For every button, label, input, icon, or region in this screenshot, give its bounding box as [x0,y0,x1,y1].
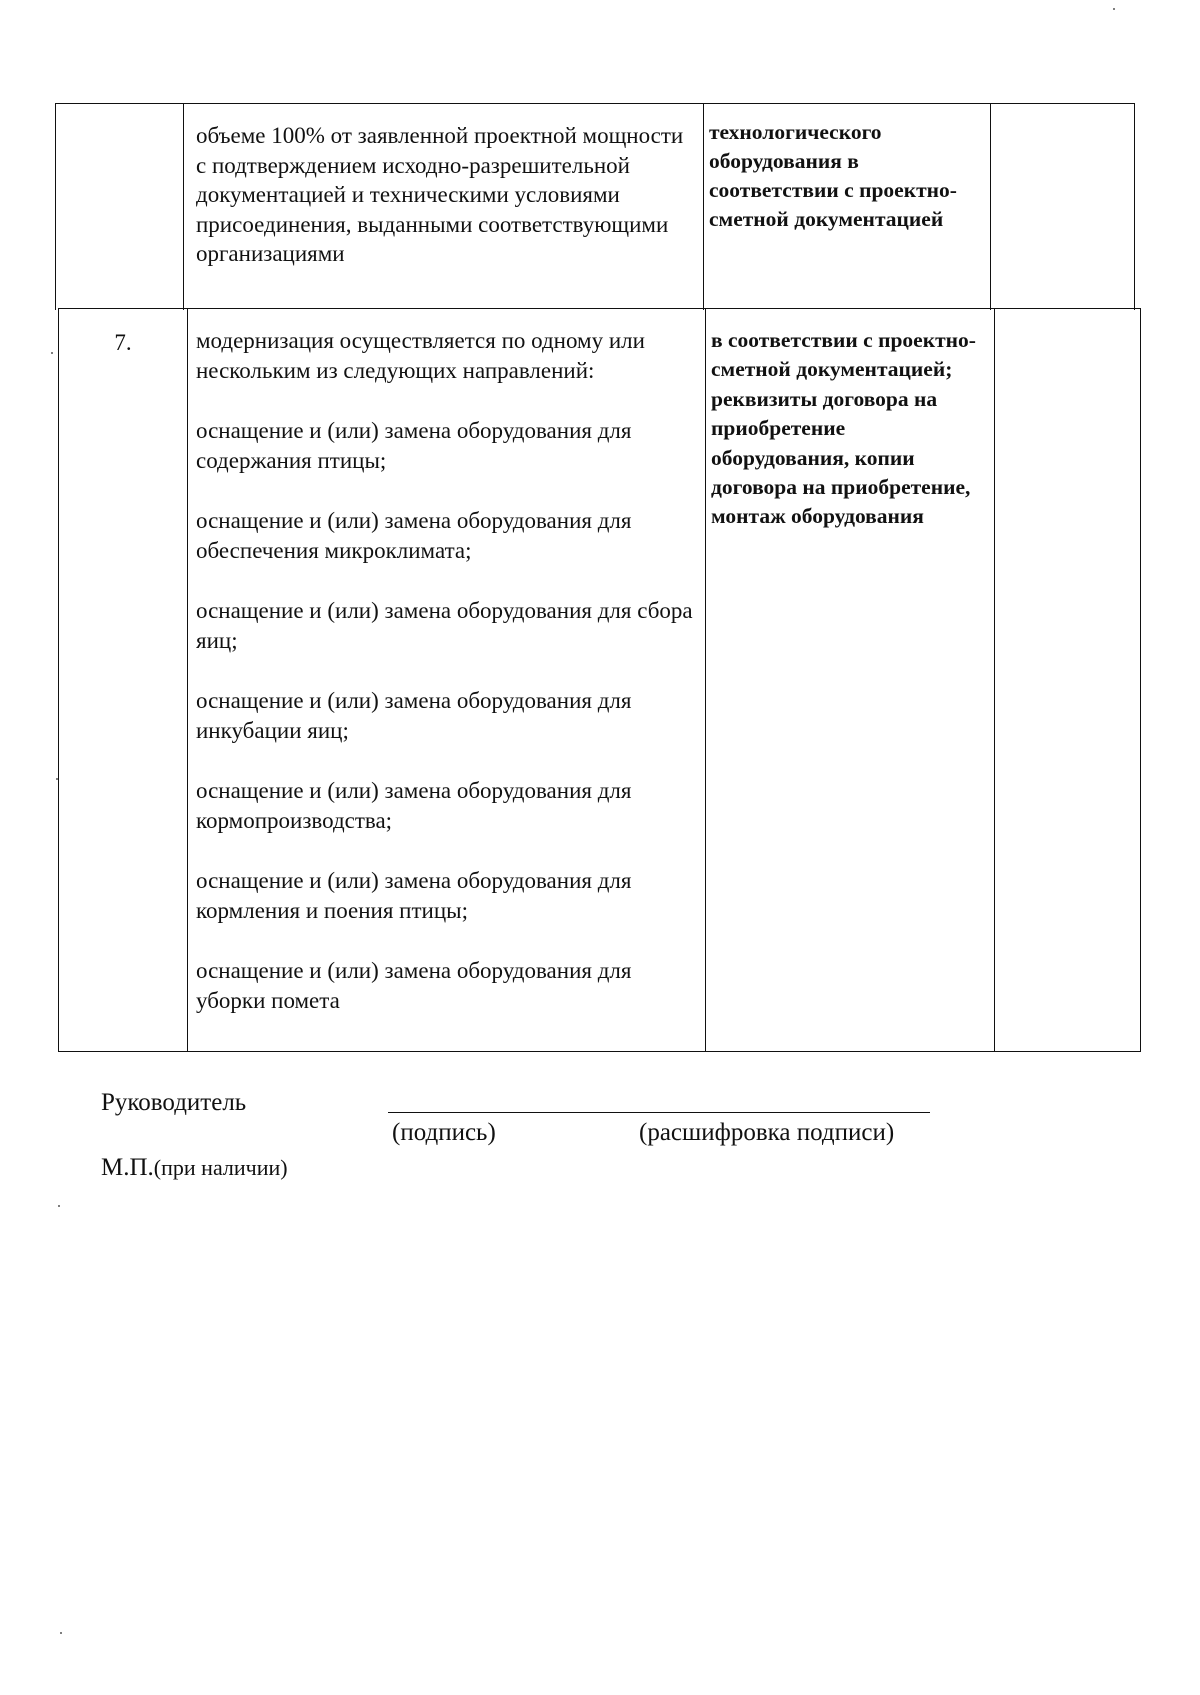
row-number-cell [56,104,183,310]
requirement-cell: объеме 100% от заявленной проектной мощности с подтверждением исходно-разрешительной документацией и техническими условиями присоединения, выданными соответствующими организациями [183,104,703,310]
row-number-cell: 7. [114,330,132,355]
direction-item: оснащение и (или) замена оборудования для содержания птицы; [196,418,632,473]
scan-speck [1113,8,1115,10]
table-row [55,103,1135,310]
scan-speck [60,1632,62,1634]
stamp-note: (при наличии) [153,1155,288,1180]
requirement-intro: модернизация осуществляется по одному или нескольким из следующих направлений: [196,328,645,383]
direction-item: оснащение и (или) замена оборудования для сбора яиц; [196,598,693,653]
scan-speck [56,778,58,780]
documents-cell: технологического оборудования в соответствии с проектно-сметной документацией [703,104,990,310]
direction-item: оснащение и (или) замена оборудования для кормления и поения птицы; [196,868,632,923]
signature-decode-caption: (расшифровка подписи) [639,1119,895,1146]
direction-item: оснащение и (или) замена оборудования для инкубации яиц; [196,688,632,743]
direction-item: оснащение и (или) замена оборудования для обеспечения микроклимата; [196,508,632,563]
stamp-label [101,1153,288,1183]
direction-item: оснащение и (или) замена оборудования для кормопроизводства; [196,778,632,833]
table-row [58,308,1141,1052]
requirement-cell [187,309,705,1051]
signature-line [388,1112,930,1113]
note-cell [994,309,1142,1051]
note-cell [990,104,1136,310]
direction-item: оснащение и (или) замена оборудования для уборки помета [196,958,632,1013]
head-label: Руководитель [101,1089,247,1116]
stamp-abbrev: М.П. [101,1154,154,1181]
scan-speck [51,352,53,354]
scan-speck [58,1205,60,1207]
documents-cell: в соответствии с проектно-сметной документацией; реквизиты договора на приобретение оборудования, копии договора на приобретение, монтаж оборудования [705,309,994,1051]
signature-caption: (подпись) [392,1119,496,1146]
